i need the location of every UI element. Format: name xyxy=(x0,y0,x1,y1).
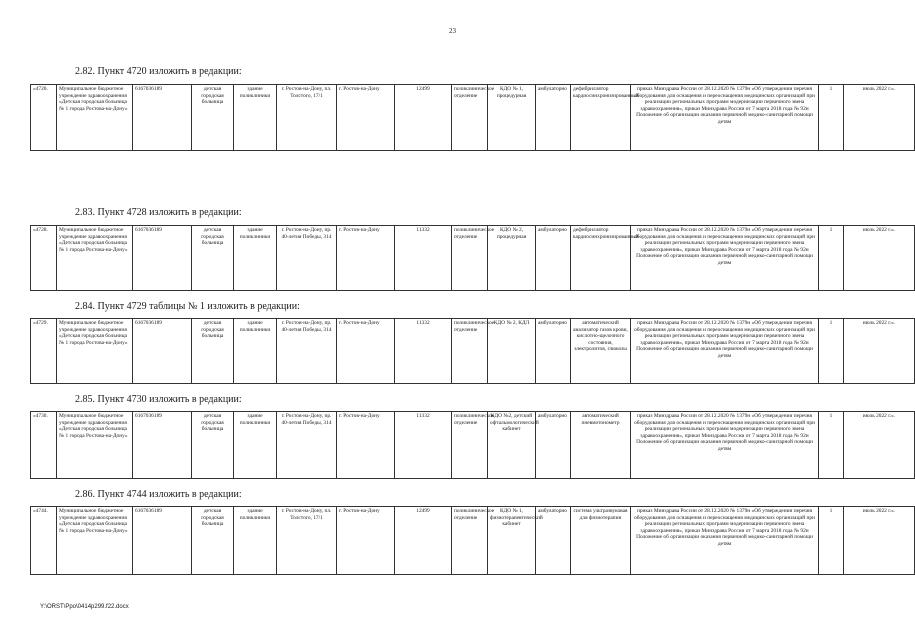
quantity: 1 xyxy=(819,412,844,479)
room: КДО №2, детский офтальмологический кабинет xyxy=(488,412,536,479)
equipment: система ультразвуковая для физиотерапии xyxy=(571,507,631,575)
location-code: 12499 xyxy=(395,85,452,151)
entry-table xyxy=(30,84,915,151)
organization-name: Муниципальное бюджетное учреждение здравоохранения «Детская городская больница № 1 города Ростова-на-Дону» xyxy=(57,507,133,575)
table-row xyxy=(31,85,915,151)
department: поликлиническое отделение xyxy=(452,85,488,151)
entry-table xyxy=(30,506,915,575)
inn-code: 6167036189 xyxy=(133,412,192,479)
section-heading: 2.86. Пункт 4744 изложить в редакции: xyxy=(75,489,242,500)
inn-code: 6167036189 xyxy=(133,507,192,575)
room: КДО № 2, процедурная xyxy=(488,226,536,291)
department: поликлиническое отделение xyxy=(452,319,488,384)
location-code: 11332 xyxy=(395,226,452,291)
row-number: «4744. xyxy=(31,507,57,575)
inn-code: 6167036189 xyxy=(133,319,192,384)
legal-basis: приказ Минздрава России от 28.12.2020 № 1379н «Об утверждении перечня оборудования для оснащения и переоснащения медицинских организаций при реализации региональных программ модернизации первичного звена здравоохранения», приказ Минздрава России от 7 марта 2018 года № 92н Положение об организации оказания первичной медико-санитарной помощи детям xyxy=(631,412,819,479)
building-type: здание поликлиники xyxy=(234,226,277,291)
row-number: «4730. xyxy=(31,412,57,479)
table-row xyxy=(31,226,915,291)
row-number: «4729. xyxy=(31,319,57,384)
organization-type: детская городская больница xyxy=(192,85,234,151)
table-row xyxy=(31,319,915,384)
inn-code: 6167036189 xyxy=(133,85,192,151)
date: июль 2022 г.». xyxy=(844,226,915,291)
building-type: здание поликлиники xyxy=(234,319,277,384)
quantity: 1 xyxy=(819,226,844,291)
room: КДО № 1, физиотерапевтический кабинет xyxy=(488,507,536,575)
equipment: дефибриллятор кардиосинхронизированный xyxy=(571,85,631,151)
quantity: 1 xyxy=(819,85,844,151)
section-heading: 2.83. Пункт 4728 изложить в редакции: xyxy=(75,207,242,218)
date: июль 2022 г.». xyxy=(844,412,915,479)
building-type: здание поликлиники xyxy=(234,85,277,151)
inn-code: 6167036189 xyxy=(133,226,192,291)
organization-name: Муниципальное бюджетное учреждение здравоохранения «Детская городская больница № 1 города Ростова-на-Дону» xyxy=(57,85,133,151)
equipment: автоматический пневмотонометр xyxy=(571,412,631,479)
location-code: 12499 xyxy=(395,507,452,575)
table-row xyxy=(31,507,915,575)
table-row xyxy=(31,412,915,479)
city: г. Ростов-на-Дону xyxy=(337,85,395,151)
date: июль 2022 г.». xyxy=(844,319,915,384)
city: г. Ростов-на-Дону xyxy=(337,319,395,384)
department: поликлиническое отделение xyxy=(452,412,488,479)
room: КДО № 1, процедурная xyxy=(488,85,536,151)
section-heading: 2.82. Пункт 4720 изложить в редакции: xyxy=(75,66,242,77)
care-type: амбулаторно xyxy=(536,85,571,151)
organization-type: детская городская больница xyxy=(192,412,234,479)
location-code: 11332 xyxy=(395,412,452,479)
quantity: 1 xyxy=(819,319,844,384)
organization-type: детская городская больница xyxy=(192,319,234,384)
building-type: здание поликлиники xyxy=(234,412,277,479)
room: КДО № 2, КДЛ xyxy=(488,319,536,384)
page-number: 23 xyxy=(449,27,456,35)
quantity: 1 xyxy=(819,507,844,575)
organization-name: Муниципальное бюджетное учреждение здравоохранения «Детская городская больница № 1 города Ростова-на-Дону» xyxy=(57,226,133,291)
organization-type: детская городская больница xyxy=(192,226,234,291)
legal-basis: приказ Минздрава России от 28.12.2020 № 1379н «Об утверждении перечня оборудования для оснащения и переоснащения медицинских организаций при реализации региональных программ модернизации первичного звена здравоохранения», приказ Минздрава России от 7 марта 2018 года № 92н Положение об организации оказания первичной медико-санитарной помощи детям xyxy=(631,319,819,384)
department: поликлиническое отделение xyxy=(452,507,488,575)
entry-table xyxy=(30,225,915,291)
care-type: амбулаторно xyxy=(536,507,571,575)
entry-table xyxy=(30,411,915,479)
section-heading: 2.85. Пункт 4730 изложить в редакции: xyxy=(75,394,242,405)
section-heading: 2.84. Пункт 4729 таблицы № 1 изложить в редакции: xyxy=(75,301,300,312)
city: г. Ростов-на-Дону xyxy=(337,226,395,291)
row-number: «4720. xyxy=(31,85,57,151)
building-type: здание поликлиники xyxy=(234,507,277,575)
city: г. Ростов-на-Дону xyxy=(337,507,395,575)
city: г. Ростов-на-Дону xyxy=(337,412,395,479)
legal-basis: приказ Минздрава России от 28.12.2020 № 1379н «Об утверждении перечня оборудования для оснащения и переоснащения медицинских организаций при реализации региональных программ модернизации первичного звена здравоохранения», приказ Минздрава России от 7 марта 2018 года № 92н Положение об организации оказания первичной медико-санитарной помощи детям xyxy=(631,85,819,151)
address: г. Ростов-на-Дону, пр. 40-летия Победы, 314 xyxy=(277,226,337,291)
organization-type: детская городская больница xyxy=(192,507,234,575)
row-number: «4728. xyxy=(31,226,57,291)
department: поликлиническое отделение xyxy=(452,226,488,291)
address: г. Ростов-на-Дону, пл. Толстого, 17/1 xyxy=(277,507,337,575)
footer-file-path: Y:\ORST\Ppo\0414p299.f22.docx xyxy=(40,604,129,610)
legal-basis: приказ Минздрава России от 28.12.2020 № 1379н «Об утверждении перечня оборудования для оснащения и переоснащения медицинских организаций при реализации региональных программ модернизации первичного звена здравоохранения», приказ Минздрава России от 7 марта 2018 года № 92н Положение об организации оказания первичной медико-санитарной помощи детям xyxy=(631,226,819,291)
equipment: автоматический анализатор газов крови, кислотно-щелочного состояния, электролитов, глюкозы xyxy=(571,319,631,384)
care-type: амбулаторно xyxy=(536,412,571,479)
organization-name: Муниципальное бюджетное учреждение здравоохранения «Детская городская больница № 1 города Ростова-на-Дону» xyxy=(57,319,133,384)
date: июль 2022 г.». xyxy=(844,85,915,151)
legal-basis: приказ Минздрава России от 28.12.2020 № 1379н «Об утверждении перечня оборудования для оснащения и переоснащения медицинских организаций при реализации региональных программ модернизации первичного звена здравоохранения», приказ Минздрава России от 7 марта 2018 года № 92н Положение об организации оказания первичной медико-санитарной помощи детям xyxy=(631,507,819,575)
address: г. Ростов-на-Дону, пр. 40-летия Победы, 314 xyxy=(277,319,337,384)
address: г. Ростов-на-Дону, пл. Толстого, 17/1 xyxy=(277,85,337,151)
address: г. Ростов-на-Дону, пр. 40-летия Победы, 314 xyxy=(277,412,337,479)
care-type: амбулаторно xyxy=(536,226,571,291)
location-code: 11332 xyxy=(395,319,452,384)
organization-name: Муниципальное бюджетное учреждение здравоохранения «Детская городская больница № 1 города Ростова-на-Дону» xyxy=(57,412,133,479)
care-type: амбулаторно xyxy=(536,319,571,384)
equipment: дефибриллятор кардиосинхронизированный xyxy=(571,226,631,291)
date: июль 2022 г.». xyxy=(844,507,915,575)
entry-table xyxy=(30,318,915,384)
